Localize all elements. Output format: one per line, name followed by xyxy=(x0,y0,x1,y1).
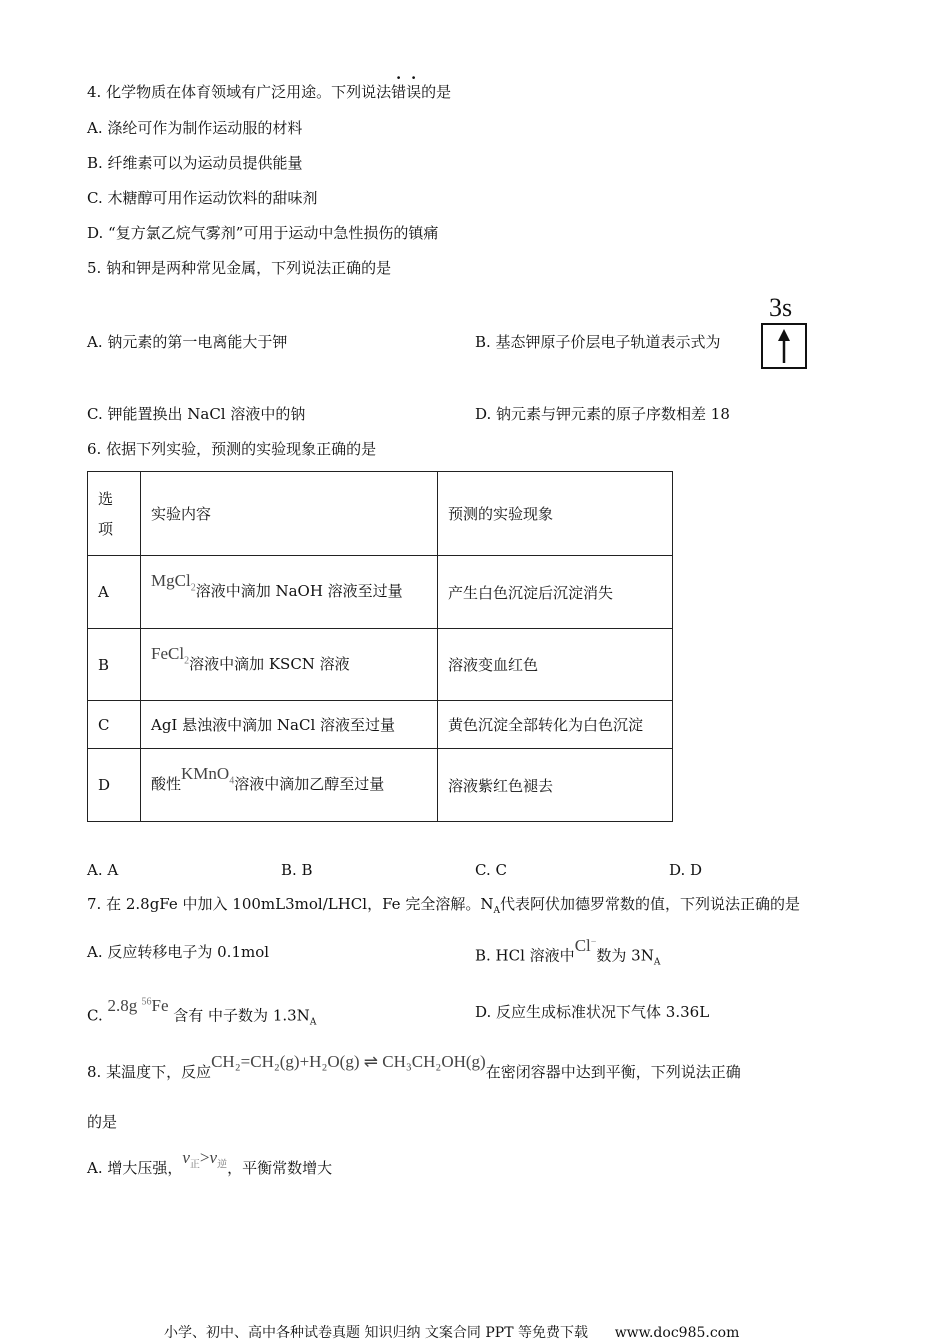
row-option: C xyxy=(88,701,141,749)
q7-option-b: B. HCl 溶液中Cl−数为 $3N_A$ xyxy=(475,935,661,968)
q6-answer-c: C. C xyxy=(475,861,507,879)
header-phenomenon: 预测的实验现象 xyxy=(438,472,673,556)
table-row xyxy=(88,749,673,822)
row-content: 酸性KMnO$_4$溶液中滴加乙醇至过量 xyxy=(141,749,438,822)
formula: Cl− xyxy=(574,935,597,955)
q4-option-b: B. 纤维素可以为运动员提供能量 xyxy=(87,154,303,172)
q5-option-d: D. 钠元素与钾元素的原子序数相差 18 xyxy=(475,405,730,423)
formula: $v_正>v_逆$ xyxy=(182,1148,228,1171)
equation: CH₂=CH₂(g)+H₂O(g) ⇌ CH₃CH₂OH(g) xyxy=(211,1052,486,1071)
table-row xyxy=(88,701,673,749)
q8-stem-cont: 的是 xyxy=(87,1113,118,1131)
q5-option-c: C. 钾能置换出 NaCl 溶液中的钠 xyxy=(87,405,306,423)
table-row xyxy=(88,629,673,701)
q7-stem: 7. 在 2.8gFe 中加入 100mL3mol/LHCl，Fe 完全溶解。$N_A$代表阿伏加德罗常数的值，下列说法正确的是 xyxy=(87,895,800,916)
equilibrium-arrow-icon: ⇌ xyxy=(363,1052,378,1071)
up-arrow-icon xyxy=(763,325,805,367)
row-option: B xyxy=(88,629,141,701)
experiment-table xyxy=(87,471,673,822)
header-option: 选 项 xyxy=(88,472,141,556)
row-content: FeCl$_2$溶液中滴加 KSCN 溶液 xyxy=(141,629,438,701)
footer: 小学、初中、高中各种试卷真题 知识归纳 文案合同 PPT 等免费下载 www.doc985.com xyxy=(164,1325,740,1341)
q5-option-b: B. 基态钾原子价层电子轨道表示式为 xyxy=(475,333,721,351)
footer-site-link[interactable]: www.doc985.com xyxy=(614,1325,740,1341)
q6-stem: 6. 依据下列实验，预测的实验现象正确的是 xyxy=(87,440,377,458)
q7-option-a: A. 反应转移电子为 0.1mol xyxy=(87,943,270,961)
row-phenomenon: 溶液变血红色 xyxy=(438,629,673,701)
table-header-row xyxy=(88,472,673,556)
row-content: AgI 悬浊液中滴加 NaCl 溶液至过量 xyxy=(141,701,438,749)
q7-option-d: D. 反应生成标准状况下气体 3.36L xyxy=(475,1003,710,1021)
q5-stem: 5. 钠和钾是两种常见金属，下列说法正确的是 xyxy=(87,259,392,277)
q7-option-c: C. 2.8g $^{56}$Fe 含有 中子数为 $1.3N_A$ xyxy=(87,995,317,1028)
q6-answer-a: A. A xyxy=(87,861,119,879)
q5-option-a: A. 钠元素的第一电离能大于钾 xyxy=(87,333,288,351)
q4-option-c: C. 木糖醇可用作运动饮料的甜味剂 xyxy=(87,189,318,207)
formula: 2.8g $^{56}$Fe xyxy=(107,995,169,1015)
q4-stem: 4. 化学物质在体育领域有广泛用途。下列说法错误的是 xyxy=(87,83,452,101)
orbital-diagram xyxy=(761,323,807,369)
emphasis-char: 误 xyxy=(406,83,422,101)
table-row xyxy=(88,556,673,629)
q4-option-a: A. 涤纶可作为制作运动服的材料 xyxy=(87,119,303,137)
orbital-label: 3s xyxy=(769,293,793,322)
q6-answer-b: B. B xyxy=(281,861,313,879)
q8-option-a: A. 增大压强，$v_正>v_逆$，平衡常数增大 xyxy=(87,1148,333,1177)
row-content: MgCl$_2$溶液中滴加 NaOH 溶液至过量 xyxy=(141,556,438,629)
row-option: D xyxy=(88,749,141,822)
formula: FeCl$_2$ xyxy=(151,643,190,667)
row-phenomenon: 产生白色沉淀后沉淀消失 xyxy=(438,556,673,629)
row-phenomenon: 溶液紫红色褪去 xyxy=(438,749,673,822)
row-option: A xyxy=(88,556,141,629)
q8-stem: 8. 某温度下，反应CH₂=CH₂(g)+H₂O(g) ⇌ CH₃CH₂OH(g)在密闭容器中达到平衡，下列说法正确 xyxy=(87,1052,741,1081)
row-phenomenon: 黄色沉淀全部转化为白色沉淀 xyxy=(438,701,673,749)
emphasis-char: 错 xyxy=(391,83,407,101)
q6-answer-d: D. D xyxy=(669,861,703,879)
q4-option-d: D. “复方氯乙烷气雾剂”可用于运动中急性损伤的镇痛 xyxy=(87,224,439,242)
header-content: 实验内容 xyxy=(141,472,438,556)
formula: MgCl$_2$ xyxy=(151,571,196,594)
formula: KMnO$_4$ xyxy=(181,764,235,787)
